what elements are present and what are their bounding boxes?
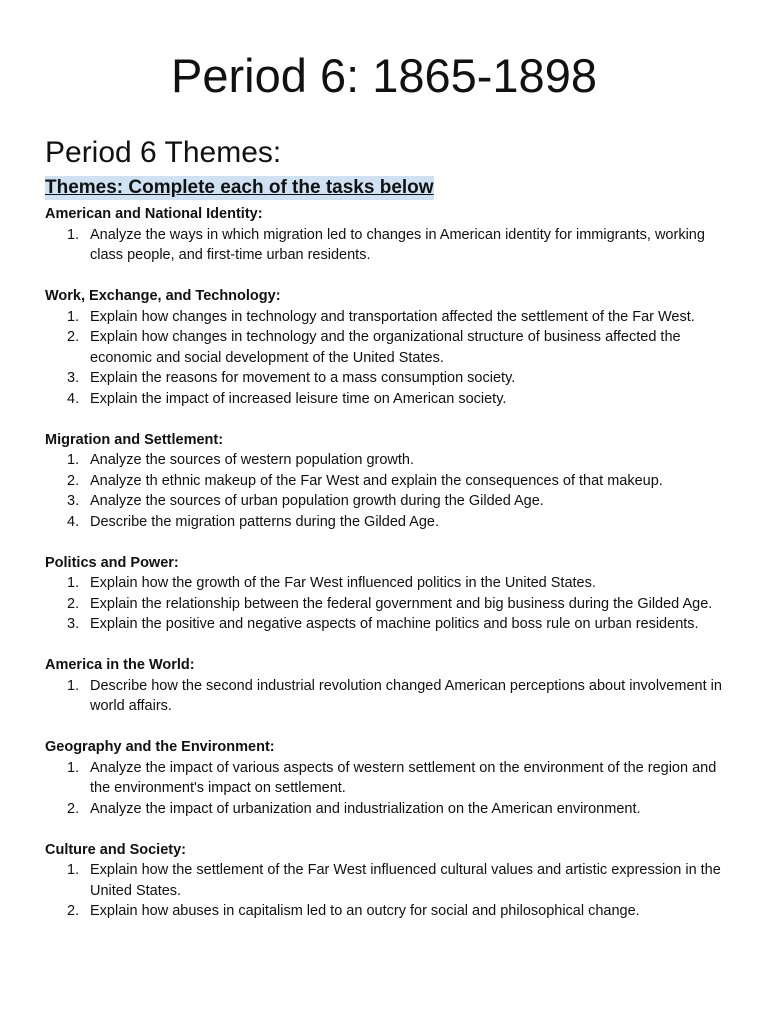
task-item: Explain how the growth of the Far West influenced politics in the United States. bbox=[90, 575, 596, 591]
task-item: Analyze the ways in which migration led to changes in American identity for immigrants, working class people, and first-time urban residents. bbox=[90, 226, 705, 263]
task-item: Analyze the sources of urban population growth during the Gilded Age. bbox=[90, 493, 544, 509]
task-list bbox=[45, 758, 735, 820]
task-item: Analyze th ethnic makeup of the Far West and explain the consequences of that makeup. bbox=[90, 472, 663, 489]
task-item: Explain the impact of increased leisure time on American society. bbox=[90, 390, 507, 407]
task-list bbox=[45, 573, 735, 635]
theme-culture-society bbox=[45, 840, 735, 922]
task-item: Explain the relationship between the federal government and big business during the Gilded Age. bbox=[90, 595, 713, 612]
task-item: Analyze the impact of urbanization and industrialization on the American environment. bbox=[90, 800, 641, 817]
theme-title: America in the World: bbox=[45, 657, 195, 673]
task-item: Describe how the second industrial revolution changed American perceptions about involvement in world affairs. bbox=[90, 677, 722, 714]
task-item: Explain how changes in technology and transportation affected the settlement of the Far West. bbox=[90, 308, 695, 325]
theme-title: Geography and the Environment: bbox=[45, 739, 275, 755]
task-item: Explain the reasons for movement to a mass consumption society. bbox=[90, 370, 516, 386]
task-list bbox=[45, 225, 735, 266]
task-item: Analyze the impact of various aspects of western settlement on the environment of the region and the environment's impact on settlement. bbox=[90, 759, 717, 796]
theme-politics-power bbox=[45, 553, 735, 635]
task-item: Explain how the settlement of the Far West influenced cultural values and artistic expression in the United States. bbox=[90, 862, 721, 899]
task-item: Explain the positive and negative aspects of machine politics and boss rule on urban residents. bbox=[90, 616, 699, 632]
theme-america-in-world bbox=[45, 655, 735, 717]
theme-title: Work, Exchange, and Technology: bbox=[45, 288, 281, 304]
task-item: Describe the migration patterns during the Gilded Age. bbox=[90, 513, 440, 530]
theme-american-national-identity bbox=[45, 204, 735, 266]
task-list bbox=[45, 676, 735, 717]
theme-migration-settlement bbox=[45, 430, 735, 533]
section-heading: Period 6 Themes: bbox=[45, 136, 282, 169]
task-list bbox=[45, 307, 735, 410]
task-list bbox=[45, 860, 735, 922]
theme-title: Politics and Power: bbox=[45, 554, 179, 571]
theme-work-exchange-technology bbox=[45, 286, 735, 409]
page-title: Period 6: 1865-1898 bbox=[171, 49, 597, 102]
theme-title: Culture and Society: bbox=[45, 841, 186, 858]
theme-geography-environment bbox=[45, 737, 735, 819]
tasks-heading: Themes: Complete each of the tasks below bbox=[45, 177, 434, 198]
task-item: Explain how changes in technology and the organizational structure of business affected the economic and social development of the United States. bbox=[90, 329, 681, 366]
theme-title: Migration and Settlement: bbox=[45, 431, 224, 448]
themes-container bbox=[45, 204, 735, 942]
task-item: Explain how abuses in capitalism led to an outcry for social and philosophical change. bbox=[90, 903, 640, 919]
task-item: Analyze the sources of western population growth. bbox=[90, 452, 415, 468]
theme-title: American and National Identity: bbox=[45, 206, 263, 222]
task-list bbox=[45, 450, 735, 532]
